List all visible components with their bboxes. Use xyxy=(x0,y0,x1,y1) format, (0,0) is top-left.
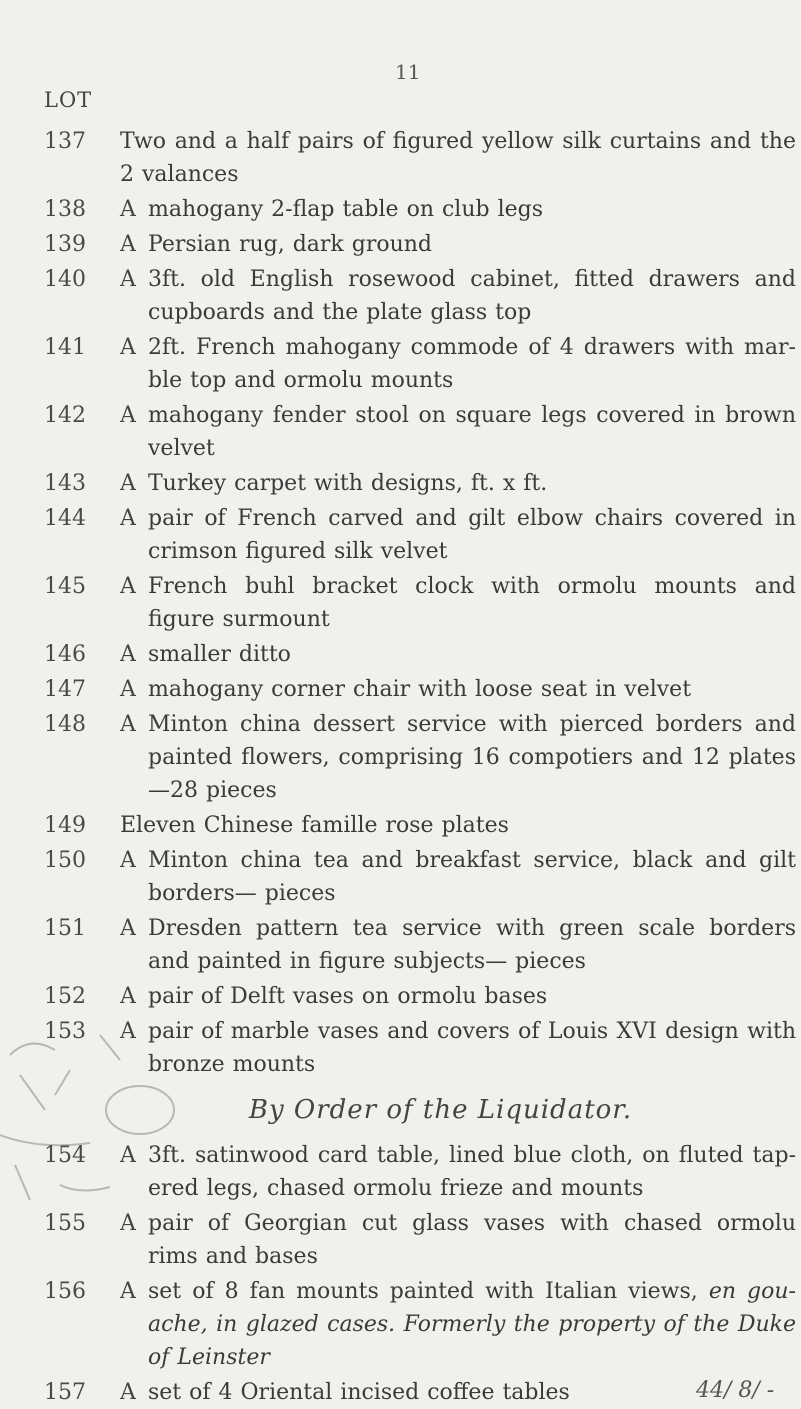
lot-description: Eleven Chinese famille rose plates xyxy=(120,813,509,838)
lot-description: Dresden pattern tea service with green scale borders and painted in figure subjects— pieces xyxy=(148,916,796,974)
lot-number: 141 xyxy=(44,335,86,360)
lot-description: 2ft. French mahogany commode of 4 drawers with mar- ble top and ormolu mounts xyxy=(148,335,796,393)
lot-description: Persian rug, dark ground xyxy=(148,232,433,257)
lot-description xyxy=(148,1376,796,1409)
lot-prefix: A xyxy=(120,1143,136,1168)
lot-number: 139 xyxy=(44,232,86,257)
lot-prefix: A xyxy=(120,1380,136,1405)
lot-number: 150 xyxy=(44,848,86,873)
lot-prefix: A xyxy=(120,916,136,941)
lot-number: 155 xyxy=(44,1211,86,1236)
lot-prefix: A xyxy=(120,1279,136,1304)
lot-description: pair of Delft vases on ormolu bases xyxy=(148,984,548,1009)
lot-description: Turkey carpet with designs, ft. x ft. xyxy=(148,471,548,496)
lot-description: French buhl bracket clock with ormolu mounts and figure surmount xyxy=(148,574,796,632)
section-heading: By Order of the Liquidator. xyxy=(248,1095,633,1125)
lot-description: mahogany fender stool on square legs covered in brown velvet xyxy=(148,403,796,461)
lot-prefix: A xyxy=(120,1211,136,1236)
lot-description-text: set of 4 Oriental incised coffee tables xyxy=(148,1380,570,1405)
lot-prefix: A xyxy=(120,574,136,599)
lot-prefix: A xyxy=(120,642,136,667)
lot-description-text: set of 8 fan mounts painted with Italian views, xyxy=(148,1279,709,1304)
lot-prefix: A xyxy=(120,267,136,292)
lot-prefix: A xyxy=(120,984,136,1009)
lot-prefix: A xyxy=(120,1019,136,1044)
lot-description: mahogany 2-flap table on club legs xyxy=(148,197,544,222)
lot-description-italic: en gou- ache, in glazed cases. Formerly the property of the Duke of Leinster xyxy=(148,1279,796,1370)
lot-prefix: A xyxy=(120,403,136,428)
page-number: 11 xyxy=(395,60,421,84)
lot-number: 148 xyxy=(44,712,86,737)
lot-number: 146 xyxy=(44,642,86,667)
lot-description: 3ft. satinwood card table, lined blue cloth, on fluted tap- ered legs, chased ormolu frieze and mounts xyxy=(148,1143,796,1201)
lot-prefix: A xyxy=(120,712,136,737)
lot-number: 153 xyxy=(44,1019,86,1044)
lot-number: 151 xyxy=(44,916,86,941)
lot-number: 137 xyxy=(44,129,86,154)
lot-prefix: A xyxy=(120,335,136,360)
lot-number: 147 xyxy=(44,677,86,702)
lot-number: 145 xyxy=(44,574,86,599)
lot-number: 142 xyxy=(44,403,86,428)
handwritten-price-note: 44/ 8/ - xyxy=(696,1378,775,1403)
lot-prefix: A xyxy=(120,232,136,257)
lot-number: 157 xyxy=(44,1380,86,1405)
lot-prefix: A xyxy=(120,506,136,531)
lot-number: 154 xyxy=(44,1143,86,1168)
lot-column-header: LOT xyxy=(44,88,93,112)
lot-description: smaller ditto xyxy=(148,642,291,667)
lot-prefix: A xyxy=(120,197,136,222)
lot-number: 140 xyxy=(44,267,86,292)
lot-description: pair of marble vases and covers of Louis XVI design with bronze mounts xyxy=(148,1019,796,1077)
lot-description: mahogany corner chair with loose seat in velvet xyxy=(148,677,692,702)
lot-number: 143 xyxy=(44,471,86,496)
lot-description: Two and a half pairs of figured yellow silk curtains and the 2 valances xyxy=(120,129,796,187)
lot-number: 149 xyxy=(44,813,86,838)
lot-description: pair of Georgian cut glass vases with chased ormolu rims and bases xyxy=(148,1211,796,1269)
lot-number: 138 xyxy=(44,197,86,222)
lot-description: 3ft. old English rosewood cabinet, fitted drawers and cupboards and the plate glass top xyxy=(148,267,796,325)
lot-prefix: A xyxy=(120,677,136,702)
lot-prefix: A xyxy=(120,848,136,873)
lot-number: 152 xyxy=(44,984,86,1009)
lot-prefix: A xyxy=(120,471,136,496)
lot-description: Minton china tea and breakfast service, black and gilt borders— pieces xyxy=(148,848,796,906)
lot-description: Minton china dessert service with pierced borders and painted flowers, comprising 16 compotiers and 12 plates —28 pieces xyxy=(148,712,796,803)
lot-number: 156 xyxy=(44,1279,86,1304)
lot-number: 144 xyxy=(44,506,86,531)
lot-description: pair of French carved and gilt elbow chairs covered in crimson figured silk velvet xyxy=(148,506,796,564)
